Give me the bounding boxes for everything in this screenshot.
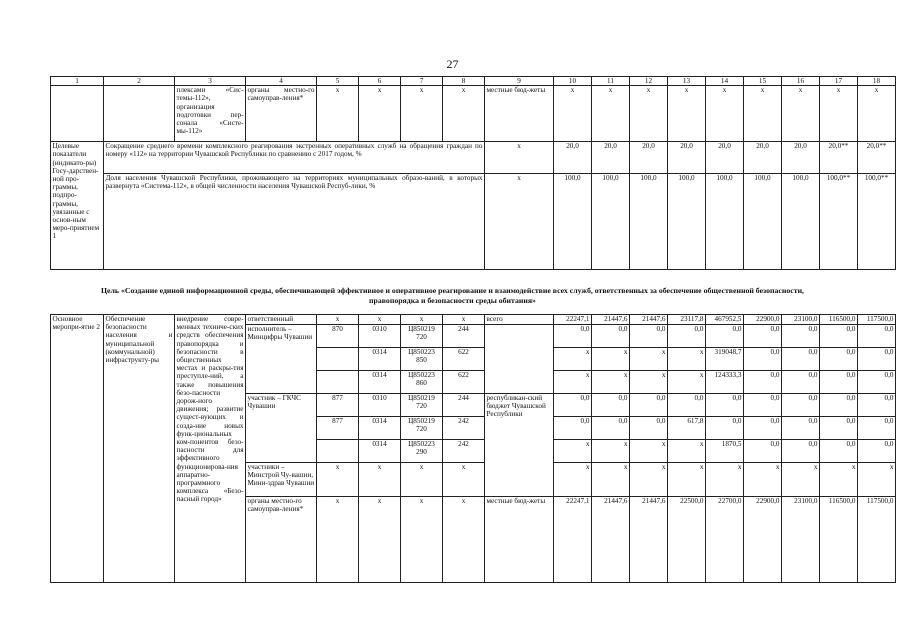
column-number: 15 <box>744 77 782 86</box>
executor-cell: участник – ГКЧС Чувашии <box>246 394 317 463</box>
activity-description: внедрение совре-менных техниче-ских средств обеспечения правопорядка и безопасности в общественных местах и раскры-тия преступле-ний, а также повышения безо-пасности дорож-ного движения; развитие сущест-вующих и созда-ние новых функ-циональных ком-понентов безо-пасности для эффективного функционирова-ния аппаратно-программного комплекса «Безо-пасный город» <box>175 315 246 583</box>
value-cell: 124333,3 <box>706 371 744 394</box>
budget-code: x <box>443 497 485 583</box>
value-cell: 467952,5 <box>706 315 744 325</box>
value-cell: x <box>630 371 668 394</box>
budget-code: x <box>359 497 401 583</box>
value-cell: 22247,1 <box>554 497 592 583</box>
budget-code: x <box>401 315 443 325</box>
value-cell: 0,0 <box>744 394 782 417</box>
budget-code: x <box>443 315 485 325</box>
budget-code: 0310 <box>359 325 401 348</box>
value-cell: 116500,0 <box>820 497 858 583</box>
indicator-row: Доля населения Чувашской Республики, проживающего на территориях муниципальных образо-ваний, в которых развернута «Система-112», в общей численности населения Чувашской Респуб-лики, % x 100,0 100,0 100,0 100,0 100,0 100,0 100,0 100,0** 100,0** <box>51 174 896 270</box>
value-cell: 117500,0 <box>858 315 896 325</box>
program-table-top <box>50 76 896 270</box>
value-cell: x <box>668 440 706 463</box>
column-number-row <box>51 77 896 86</box>
funding-source: местные бюд-жеты <box>485 497 554 583</box>
value-cell: x <box>782 463 820 497</box>
value-cell: 0,0 <box>668 325 706 348</box>
budget-code: x <box>443 463 485 497</box>
column-number: 6 <box>359 77 401 86</box>
value-cell: 23117,8 <box>668 315 706 325</box>
value-cell: x <box>744 463 782 497</box>
value-cell: 22900,0 <box>744 497 782 583</box>
budget-code: Ц850223 860 <box>401 371 443 394</box>
value-cell: 0,0 <box>668 394 706 417</box>
budget-code: 877 <box>317 394 359 417</box>
value-cell: 0,0 <box>858 325 896 348</box>
value-cell: 0,0 <box>782 394 820 417</box>
column-number: 11 <box>592 77 630 86</box>
value-cell: x <box>630 463 668 497</box>
value-cell: 0,0 <box>630 325 668 348</box>
budget-code: 870 <box>317 325 359 348</box>
value-cell: 0,0 <box>706 325 744 348</box>
indicator-row: Целевые показатели (индикато-ры) Госу-дарствен-ной про-граммы, подпро-граммы, увязанные с основ-ным меро-приятием 1 Сокращение среднего времени комплексного реагирования экстренных оперативных служб на обращения граждан по номеру «112» на территории Чувашской Республики по сравнению с 2017 годом, % x 20,0 20,0 20,0 20,0 20,0 20,0 20,0 20,0** 20,0** <box>51 142 896 174</box>
budget-code: x <box>401 463 443 497</box>
activity-purpose: Обеспечение безопасности населения и муниципальной (коммунальной) инфраструкту-ры <box>104 315 175 583</box>
column-number: 5 <box>317 77 359 86</box>
value-cell: 0,0 <box>820 348 858 371</box>
activity-name: Основное меропри-ятие 2 <box>51 315 104 583</box>
budget-code: Ц850223 290 <box>401 440 443 463</box>
value-cell: 0,0 <box>554 325 592 348</box>
budget-code: 242 <box>443 440 485 463</box>
column-number: 2 <box>104 77 175 86</box>
value-cell: 0,0 <box>630 417 668 440</box>
funding-source <box>485 325 554 394</box>
executor-cell: органы местно-го самоуправ-ления* <box>246 497 317 583</box>
value-cell: 0,0 <box>630 394 668 417</box>
value-cell: 23100,0 <box>782 315 820 325</box>
value-cell: 21447,6 <box>630 497 668 583</box>
indicator-text: Доля населения Чувашской Республики, проживающего на территориях муниципальных образо-ваний, в которых развернута «Система-112», в общей численности населения Чувашской Респуб-лики, % <box>104 174 485 270</box>
value-cell: 0,0 <box>782 325 820 348</box>
value-cell: 0,0 <box>592 417 630 440</box>
budget-code: 0314 <box>359 371 401 394</box>
value-cell: 0,0 <box>858 394 896 417</box>
budget-code: Ц850219 720 <box>401 394 443 417</box>
value-cell: x <box>554 348 592 371</box>
budget-code: x <box>359 463 401 497</box>
budget-code: 242 <box>443 417 485 440</box>
value-cell: 21447,6 <box>592 315 630 325</box>
value-cell: 617,8 <box>668 417 706 440</box>
value-cell: x <box>592 371 630 394</box>
budget-code <box>317 348 359 371</box>
value-cell: x <box>820 463 858 497</box>
value-cell: 0,0 <box>744 417 782 440</box>
funding-source: республикан-ский бюджет Чувашской Республики <box>485 394 554 497</box>
value-cell: 0,0 <box>706 417 744 440</box>
column-number: 3 <box>175 77 246 86</box>
value-cell: 0,0 <box>592 325 630 348</box>
budget-code: 0314 <box>359 417 401 440</box>
value-cell: 0,0 <box>820 371 858 394</box>
value-cell: 0,0 <box>820 440 858 463</box>
value-cell: 1870,5 <box>706 440 744 463</box>
value-cell: 23100,0 <box>782 497 820 583</box>
budget-code: Ц850219 720 <box>401 417 443 440</box>
goal-heading: Цель «Создание единой информационной среды, обеспечивающей эффективное и оперативное реагирование и взаимодействие всех служб, ответственных за обеспечение общественной безопасности, правопорядка и безопасности среды обитания» <box>100 286 805 305</box>
column-number: 7 <box>401 77 443 86</box>
budget-code: x <box>317 315 359 325</box>
value-cell: 22700,0 <box>706 497 744 583</box>
value-cell: 22900,0 <box>744 315 782 325</box>
indicators-label: Целевые показатели (индикато-ры) Госу-дарствен-ной про-граммы, подпро-граммы, увязанные с основ-ным меро-приятием 1 <box>51 142 104 270</box>
cell: органы местно-го самоуправ-ления* <box>246 86 317 142</box>
value-cell: 0,0 <box>744 440 782 463</box>
column-number: 12 <box>630 77 668 86</box>
column-number: 4 <box>246 77 317 86</box>
value-cell: 0,0 <box>782 440 820 463</box>
budget-code: 622 <box>443 371 485 394</box>
executor-cell: участники – Минстрой Чу-вашии, Мини-здрав Чувашии <box>246 463 317 497</box>
value-cell: x <box>668 348 706 371</box>
budget-code: x <box>401 497 443 583</box>
value-cell: 0,0 <box>858 371 896 394</box>
budget-code: x <box>317 497 359 583</box>
program-table-activity <box>50 314 896 583</box>
budget-code: 244 <box>443 394 485 417</box>
value-cell: x <box>630 348 668 371</box>
value-cell: 0,0 <box>554 417 592 440</box>
value-cell: x <box>630 440 668 463</box>
column-number: 8 <box>443 77 485 86</box>
budget-code <box>317 371 359 394</box>
value-cell: 0,0 <box>820 394 858 417</box>
value-cell: x <box>668 371 706 394</box>
value-cell: 0,0 <box>592 394 630 417</box>
value-cell: x <box>592 348 630 371</box>
executor-cell: исполнитель – Минцифры Чувашии <box>246 325 317 394</box>
value-cell: x <box>554 440 592 463</box>
table-row: плексами «Сис-темы-112», организация подготовки пер-сонала «Систе-мы-112» органы местно-го самоуправ-ления* x x x x местные бюд-жеты x x x x x x x x x <box>51 86 896 142</box>
budget-code: x <box>359 315 401 325</box>
value-cell: x <box>706 463 744 497</box>
value-cell: 0,0 <box>554 394 592 417</box>
budget-code: Ц850219 720 <box>401 325 443 348</box>
budget-code: x <box>317 463 359 497</box>
value-cell: 0,0 <box>744 371 782 394</box>
value-cell: 116500,0 <box>820 315 858 325</box>
value-cell: 21447,6 <box>592 497 630 583</box>
value-cell: x <box>592 440 630 463</box>
value-cell: 319048,7 <box>706 348 744 371</box>
value-cell: 21447,6 <box>630 315 668 325</box>
indicator-text: Сокращение среднего времени комплексного реагирования экстренных оперативных служб на обращения граждан по номеру «112» на территории Чувашской Республики по сравнению с 2017 годом, % <box>104 142 485 174</box>
value-cell: 0,0 <box>744 325 782 348</box>
column-number: 13 <box>668 77 706 86</box>
budget-code: 877 <box>317 417 359 440</box>
column-number: 9 <box>485 77 554 86</box>
budget-code: Ц850223 850 <box>401 348 443 371</box>
budget-code: 622 <box>443 348 485 371</box>
value-cell: 0,0 <box>820 325 858 348</box>
value-cell: 22500,0 <box>668 497 706 583</box>
value-cell: 22247,1 <box>554 315 592 325</box>
value-cell: x <box>592 463 630 497</box>
column-number: 18 <box>858 77 896 86</box>
value-cell: x <box>554 371 592 394</box>
value-cell: 0,0 <box>706 394 744 417</box>
value-cell: x <box>554 463 592 497</box>
budget-code: 0314 <box>359 440 401 463</box>
value-cell: 0,0 <box>858 440 896 463</box>
value-cell: 0,0 <box>782 348 820 371</box>
value-cell: 0,0 <box>744 348 782 371</box>
page-number: 27 <box>446 57 459 71</box>
value-cell: 0,0 <box>820 417 858 440</box>
value-cell: 0,0 <box>858 417 896 440</box>
column-number: 16 <box>782 77 820 86</box>
column-number: 10 <box>554 77 592 86</box>
executor-cell: ответственный <box>246 315 317 325</box>
value-cell: x <box>858 463 896 497</box>
budget-code: 0314 <box>359 348 401 371</box>
value-cell: x <box>668 463 706 497</box>
cell: плексами «Сис-темы-112», организация подготовки пер-сонала «Систе-мы-112» <box>175 86 246 142</box>
funding-source: всего <box>485 315 554 325</box>
value-cell: 117500,0 <box>858 497 896 583</box>
cell: местные бюд-жеты <box>485 86 554 142</box>
value-cell: 0,0 <box>858 348 896 371</box>
budget-code: 244 <box>443 325 485 348</box>
budget-code: 0310 <box>359 394 401 417</box>
column-number: 17 <box>820 77 858 86</box>
value-cell: 0,0 <box>782 417 820 440</box>
column-number: 1 <box>51 77 104 86</box>
column-number: 14 <box>706 77 744 86</box>
budget-code <box>317 440 359 463</box>
table-row <box>51 315 896 325</box>
value-cell: 0,0 <box>782 371 820 394</box>
